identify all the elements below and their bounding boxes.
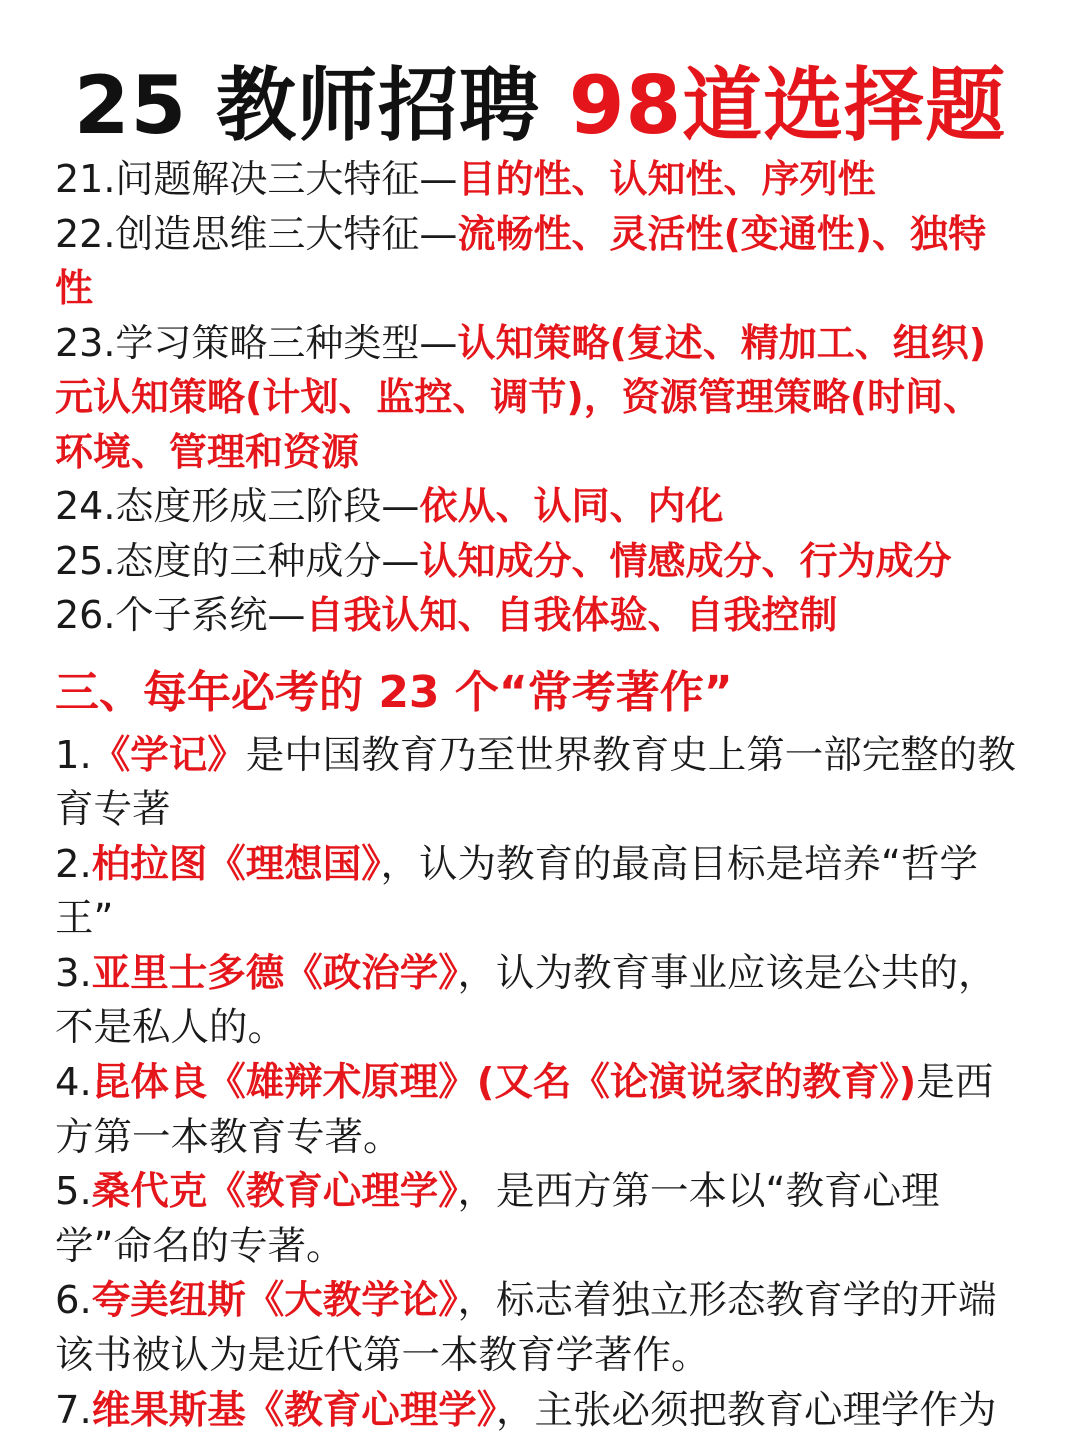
- title-black-part: 25 教师招聘: [73, 59, 569, 152]
- list-item-line: [55, 479, 1040, 534]
- list-item-line: [55, 947, 1040, 1002]
- body-text: 24.态度形成三阶段—: [55, 484, 420, 528]
- list-item-line: [55, 588, 1040, 643]
- body-text: ，认为教育事业应该是公共的，: [457, 950, 997, 996]
- body-text: ，主张必须把教育心理学作为: [496, 1387, 997, 1433]
- list-item-line: [55, 783, 1040, 838]
- list-item-line: [55, 425, 1040, 480]
- list-item-line: [55, 152, 1040, 207]
- list-item-line: [55, 1001, 1040, 1056]
- list-item-line: [55, 1111, 1040, 1166]
- body-text: 7.: [55, 1387, 92, 1433]
- body-text: 21.问题解决三大特征—: [55, 157, 458, 201]
- highlight-text: 昆体良《雄辩术原理》(又名《论演说家的教育》): [91, 1060, 917, 1106]
- list-item-line: [55, 1056, 1040, 1111]
- body-text: 6.: [55, 1278, 92, 1324]
- body-text: 22.创造思维三大特征—: [55, 211, 458, 256]
- section-3-heading: 三、每年必考的 23 个“常考著作”: [55, 666, 733, 718]
- body-text: 26.个子系统—: [55, 593, 306, 637]
- highlight-text: 元认知策略(计划、监控、调节)，资源管理策略(时间、: [55, 375, 982, 419]
- section-3-list: [55, 729, 1040, 1439]
- list-item-line: [55, 892, 1040, 947]
- title-red-part: 98道选择题: [568, 59, 1007, 152]
- list-item-line: [55, 316, 1040, 371]
- body-text: 是西: [916, 1060, 994, 1106]
- body-text: 25.态度的三种成分—: [55, 538, 420, 583]
- list-item-line: [55, 1220, 1040, 1275]
- content: [55, 152, 1040, 1438]
- body-text: 方第一本教育专著。: [55, 1114, 402, 1160]
- highlight-text: 《学记》: [91, 732, 246, 778]
- body-text: 学”命名的专著。: [55, 1223, 345, 1269]
- list-item-line: [55, 1384, 1040, 1439]
- highlight-text: 夸美纽斯《大教学论》: [91, 1278, 458, 1324]
- highlight-text: 柏拉图《理想国》: [91, 841, 381, 887]
- body-text: ，是西方第一本以“教育心理: [457, 1169, 940, 1215]
- highlight-text: 自我认知、自我体验、自我控制: [305, 593, 838, 637]
- list-item-line: [55, 370, 1040, 425]
- highlight-text: 亚里士多德《政治学》: [91, 950, 458, 996]
- body-text: 是中国教育乃至世界教育史上第一部完整的教: [245, 732, 1016, 778]
- section-1-list: [55, 152, 1040, 643]
- list-item-line: [55, 1329, 1040, 1384]
- page-title: [0, 58, 1080, 154]
- list-item-line: [55, 838, 1040, 893]
- list-item-line: [55, 207, 1040, 262]
- highlight-text: 桑代克《教育心理学》: [91, 1169, 458, 1215]
- highlight-text: 性: [55, 266, 94, 310]
- list-item-line: [55, 729, 1040, 784]
- highlight-text: 认知策略(复述、精加工、组织): [457, 320, 987, 365]
- body-text: ，标志着独立形态教育学的开端: [457, 1278, 997, 1324]
- highlight-text: 流畅性、灵活性(变通性)、独特: [457, 211, 987, 256]
- body-text: 3.: [55, 950, 92, 996]
- body-text: 育专著: [55, 787, 171, 833]
- list-item-line: [55, 1165, 1040, 1220]
- body-text: 不是私人的。: [55, 1005, 287, 1051]
- list-item-line: [55, 534, 1040, 589]
- body-text: 23.学习策略三种类型—: [55, 320, 458, 365]
- highlight-text: 认知成分、情感成分、行为成分: [419, 538, 952, 583]
- body-text: 5.: [55, 1169, 92, 1215]
- list-item-line: [55, 261, 1040, 316]
- highlight-text: 环境、管理和资源: [55, 429, 360, 474]
- body-text: 2.: [55, 841, 92, 887]
- highlight-text: 目的性、认知性、序列性: [457, 157, 876, 201]
- list-item-line: [55, 1274, 1040, 1329]
- body-text: 王”: [55, 896, 114, 942]
- body-text: 该书被认为是近代第一本教育学著作。: [55, 1333, 710, 1379]
- body-text: 1.: [55, 732, 92, 778]
- highlight-text: 依从、认同、内化: [419, 484, 724, 528]
- body-text: ，认为教育的最高目标是培养“哲学: [380, 841, 978, 887]
- body-text: 4.: [55, 1060, 92, 1106]
- highlight-text: 维果斯基《教育心理学》: [91, 1387, 496, 1433]
